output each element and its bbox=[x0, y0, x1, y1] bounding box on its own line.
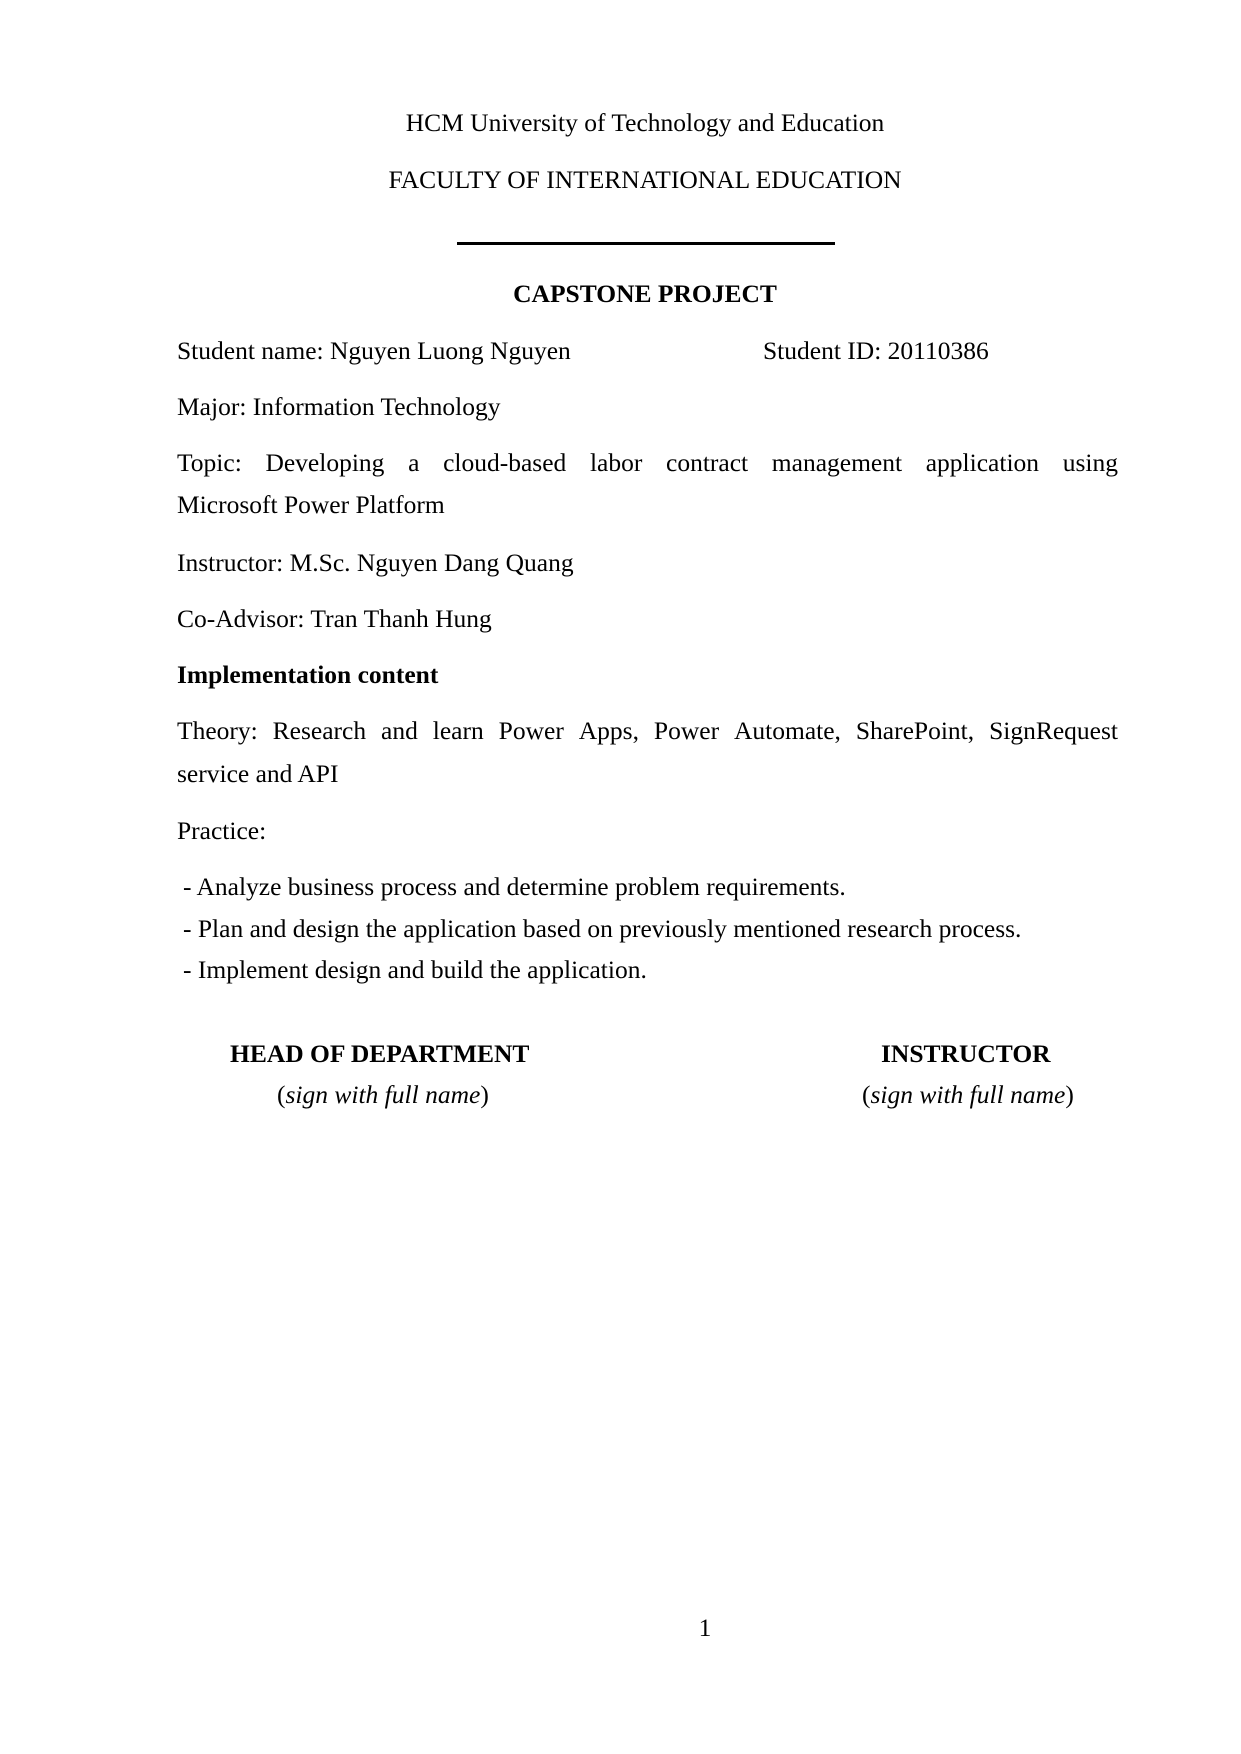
topic-word: Developing bbox=[265, 448, 385, 477]
topic-word: application bbox=[925, 448, 1040, 477]
sign-note-text: sign with full name bbox=[870, 1080, 1066, 1109]
theory-word: Theory: bbox=[177, 716, 258, 745]
theory-word: SharePoint, bbox=[855, 716, 975, 745]
implementation-heading: Implementation content bbox=[177, 660, 439, 689]
practice-item: - Plan and design the application based on previously mentioned research process. bbox=[183, 914, 1022, 943]
header-divider bbox=[457, 242, 835, 245]
theory-word: Research bbox=[272, 716, 367, 745]
instructor-title: INSTRUCTOR bbox=[881, 1039, 1051, 1068]
head-of-department-sign-note bbox=[277, 1082, 489, 1108]
theory-word: Power bbox=[498, 716, 564, 745]
document-title: CAPSTONE PROJECT bbox=[513, 279, 777, 308]
faculty-name: FACULTY OF INTERNATIONAL EDUCATION bbox=[388, 165, 902, 194]
topic-word: cloud-based bbox=[443, 448, 567, 477]
instructor: Instructor: M.Sc. Nguyen Dang Quang bbox=[177, 548, 574, 577]
practice-item: - Analyze business process and determine problem requirements. bbox=[183, 872, 846, 901]
major: Major: Information Technology bbox=[177, 392, 501, 421]
theory-word: Automate, bbox=[734, 716, 841, 745]
topic-word: using bbox=[1062, 448, 1118, 477]
topic-line-2: Microsoft Power Platform bbox=[177, 490, 445, 519]
page-number: 1 bbox=[698, 1613, 712, 1642]
instructor-sign-note bbox=[862, 1082, 1074, 1108]
sign-note-text: sign with full name bbox=[285, 1080, 481, 1109]
topic-word: a bbox=[408, 448, 420, 477]
theory-word: Apps, bbox=[578, 716, 639, 745]
co-advisor: Co-Advisor: Tran Thanh Hung bbox=[177, 604, 492, 633]
open-paren: ( bbox=[862, 1080, 871, 1109]
topic-line-1 bbox=[177, 450, 1118, 476]
theory-line-1 bbox=[177, 718, 1118, 744]
topic-word: Topic: bbox=[177, 448, 242, 477]
student-id: Student ID: 20110386 bbox=[763, 336, 989, 365]
theory-word: SignRequest bbox=[989, 716, 1118, 745]
theory-word: Power bbox=[653, 716, 720, 745]
topic-word: labor bbox=[589, 448, 643, 477]
practice-item: - Implement design and build the application. bbox=[183, 955, 647, 984]
head-of-department-title: HEAD OF DEPARTMENT bbox=[230, 1039, 530, 1068]
theory-word: and bbox=[381, 716, 418, 745]
theory-line-2: service and API bbox=[177, 759, 339, 788]
practice-label: Practice: bbox=[177, 816, 267, 845]
open-paren: ( bbox=[277, 1080, 286, 1109]
close-paren: ) bbox=[1065, 1080, 1074, 1109]
close-paren: ) bbox=[480, 1080, 489, 1109]
theory-word: learn bbox=[432, 716, 484, 745]
student-name: Student name: Nguyen Luong Nguyen bbox=[177, 336, 571, 365]
topic-word: contract bbox=[666, 448, 749, 477]
topic-word: management bbox=[771, 448, 903, 477]
university-name: HCM University of Technology and Education bbox=[405, 108, 885, 137]
